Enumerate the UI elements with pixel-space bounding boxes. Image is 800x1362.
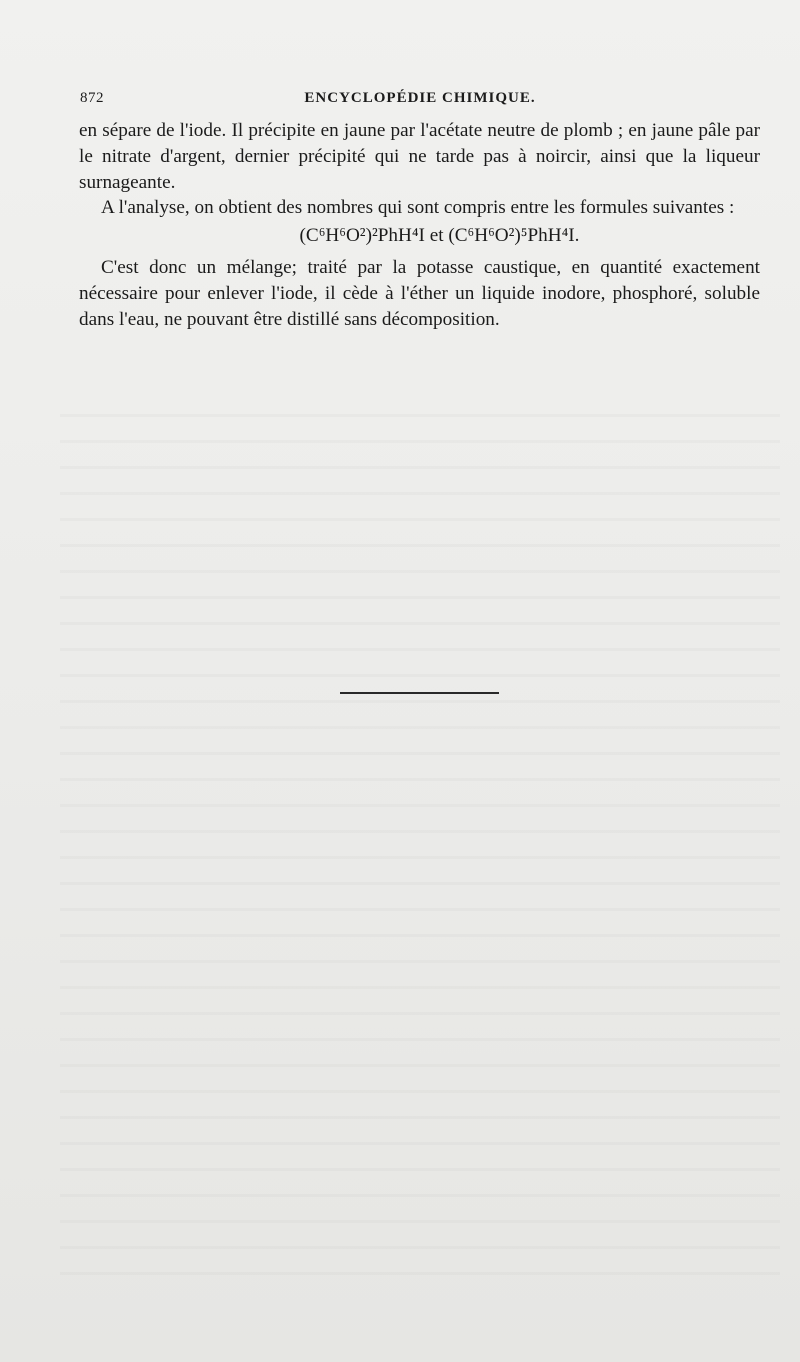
page-header (80, 86, 760, 112)
paragraph-2: A l'analyse, on obtient des nombres qui sont compris entre les formules suivantes : (101, 197, 735, 219)
running-title: ENCYCLOPÉDIE CHIMIQUE. (304, 90, 536, 106)
paragraph-3: C'est donc un mélange; traité par la potasse caustique, en quantité exactement nécessaire pour enlever l'iode, il cède à l'éther un liquide inodore, phosphoré, soluble dans l'eau, ne pouvant être distillé sans décomposition. (79, 256, 760, 330)
paragraph-1: en sépare de l'iode. Il précipite en jaune par l'acétate neutre de plomb ; en jaune pâle par le nitrate d'argent, dernier précipité qui ne tarde pas à noircir, ainsi que la liqueur surnageante. (79, 120, 760, 193)
show-through-texture (60, 400, 780, 1280)
page-number: 872 (80, 90, 104, 106)
section-end-rule (340, 692, 499, 694)
body-text (79, 118, 760, 332)
formula-line: (C⁶H⁶O²)²PhH⁴I et (C⁶H⁶O²)⁵PhH⁴I. (299, 225, 580, 247)
